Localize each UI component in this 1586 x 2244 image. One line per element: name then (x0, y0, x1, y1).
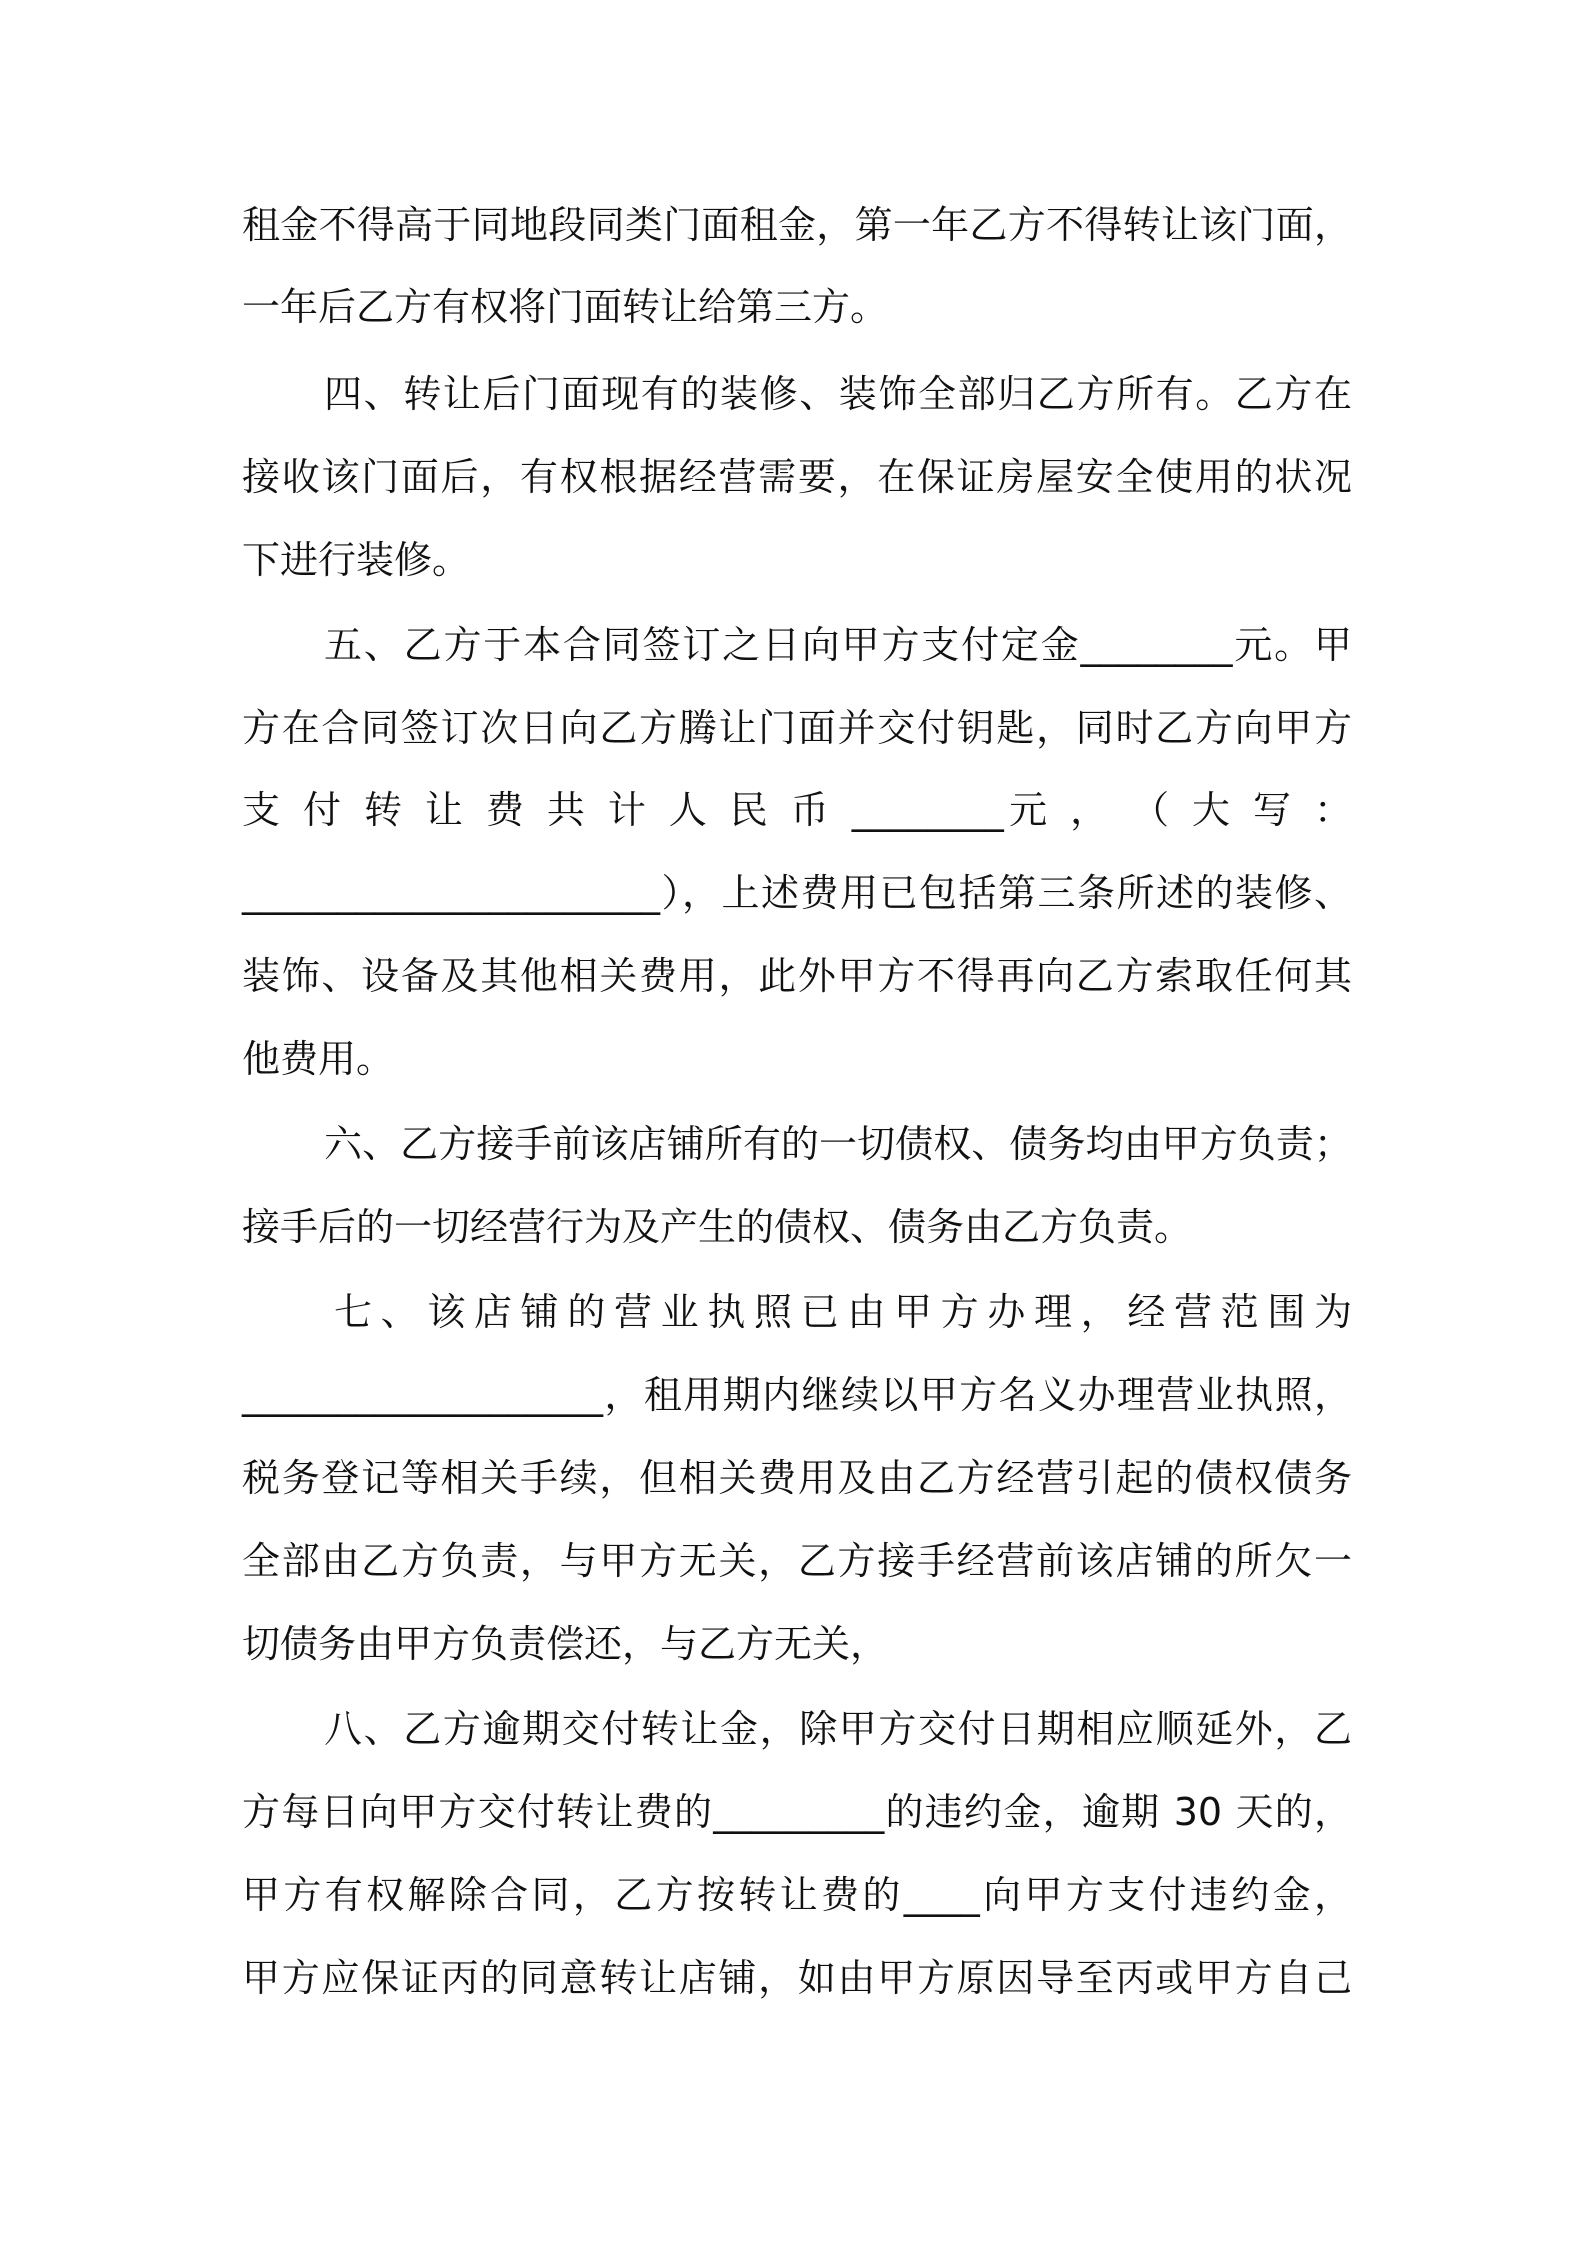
text-line: ______________________），上述费用已包括第三条所述的装修、 (242, 871, 1352, 915)
clause-eight-start: 八、乙方逾期交付转让金，除甲方交付日期相应顺延外，乙 (324, 1707, 1352, 1751)
clause-six-start: 六、乙方接手前该店铺所有的一切债权、债务均由甲方负责； (324, 1122, 1352, 1166)
text-line: 甲方应保证丙的同意转让店铺，如由甲方原因导至丙或甲方自己 (242, 1956, 1352, 2000)
text-line: 下进行装修。 (242, 538, 471, 582)
text-line: 租金不得高于同地段同类门面租金，第一年乙方不得转让该门面， (242, 203, 1352, 247)
text-line: 方每日向甲方交付转让费的_________的违约金，逾期 30 天的， (242, 1790, 1352, 1834)
text-line: 接手后的一切经营行为及产生的债权、债务由乙方负责。 (242, 1205, 1193, 1249)
text-line: 全部由乙方负责，与甲方无关，乙方接手经营前该店铺的所欠一 (242, 1539, 1352, 1583)
text-line: 一年后乙方有权将门面转让给第三方。 (242, 285, 889, 329)
text-line: 接收该门面后，有权根据经营需要，在保证房屋安全使用的状况 (242, 455, 1352, 499)
text-line: 支 付 转 让 费 共 计 人 民 币 ________元 ， （ 大 写 ： (242, 788, 1352, 832)
clause-seven-start: 七、该店铺的营业执照已由甲方办理，经营范围为 (334, 1290, 1352, 1334)
text-line: 方在合同签订次日向乙方腾让门面并交付钥匙，同时乙方向甲方 (242, 706, 1352, 750)
clause-five-start: 五、乙方于本合同签订之日向甲方支付定金________元。甲 (324, 623, 1352, 667)
text-line: 他费用。 (242, 1037, 395, 1081)
text-line: 税务登记等相关手续，但相关费用及由乙方经营引起的债权债务 (242, 1456, 1352, 1500)
clause-four-start: 四、转让后门面现有的装修、装饰全部归乙方所有。乙方在 (324, 372, 1352, 416)
text-line: 甲方有权解除合同，乙方按转让费的____向甲方支付违约金， (242, 1873, 1352, 1917)
text-line: ___________________，租用期内继续以甲方名义办理营业执照， (242, 1373, 1352, 1417)
text-line: 装饰、设备及其他相关费用，此外甲方不得再向乙方索取任何其 (242, 954, 1352, 998)
text-line: 切债务由甲方负责偿还，与乙方无关， (242, 1622, 889, 1666)
